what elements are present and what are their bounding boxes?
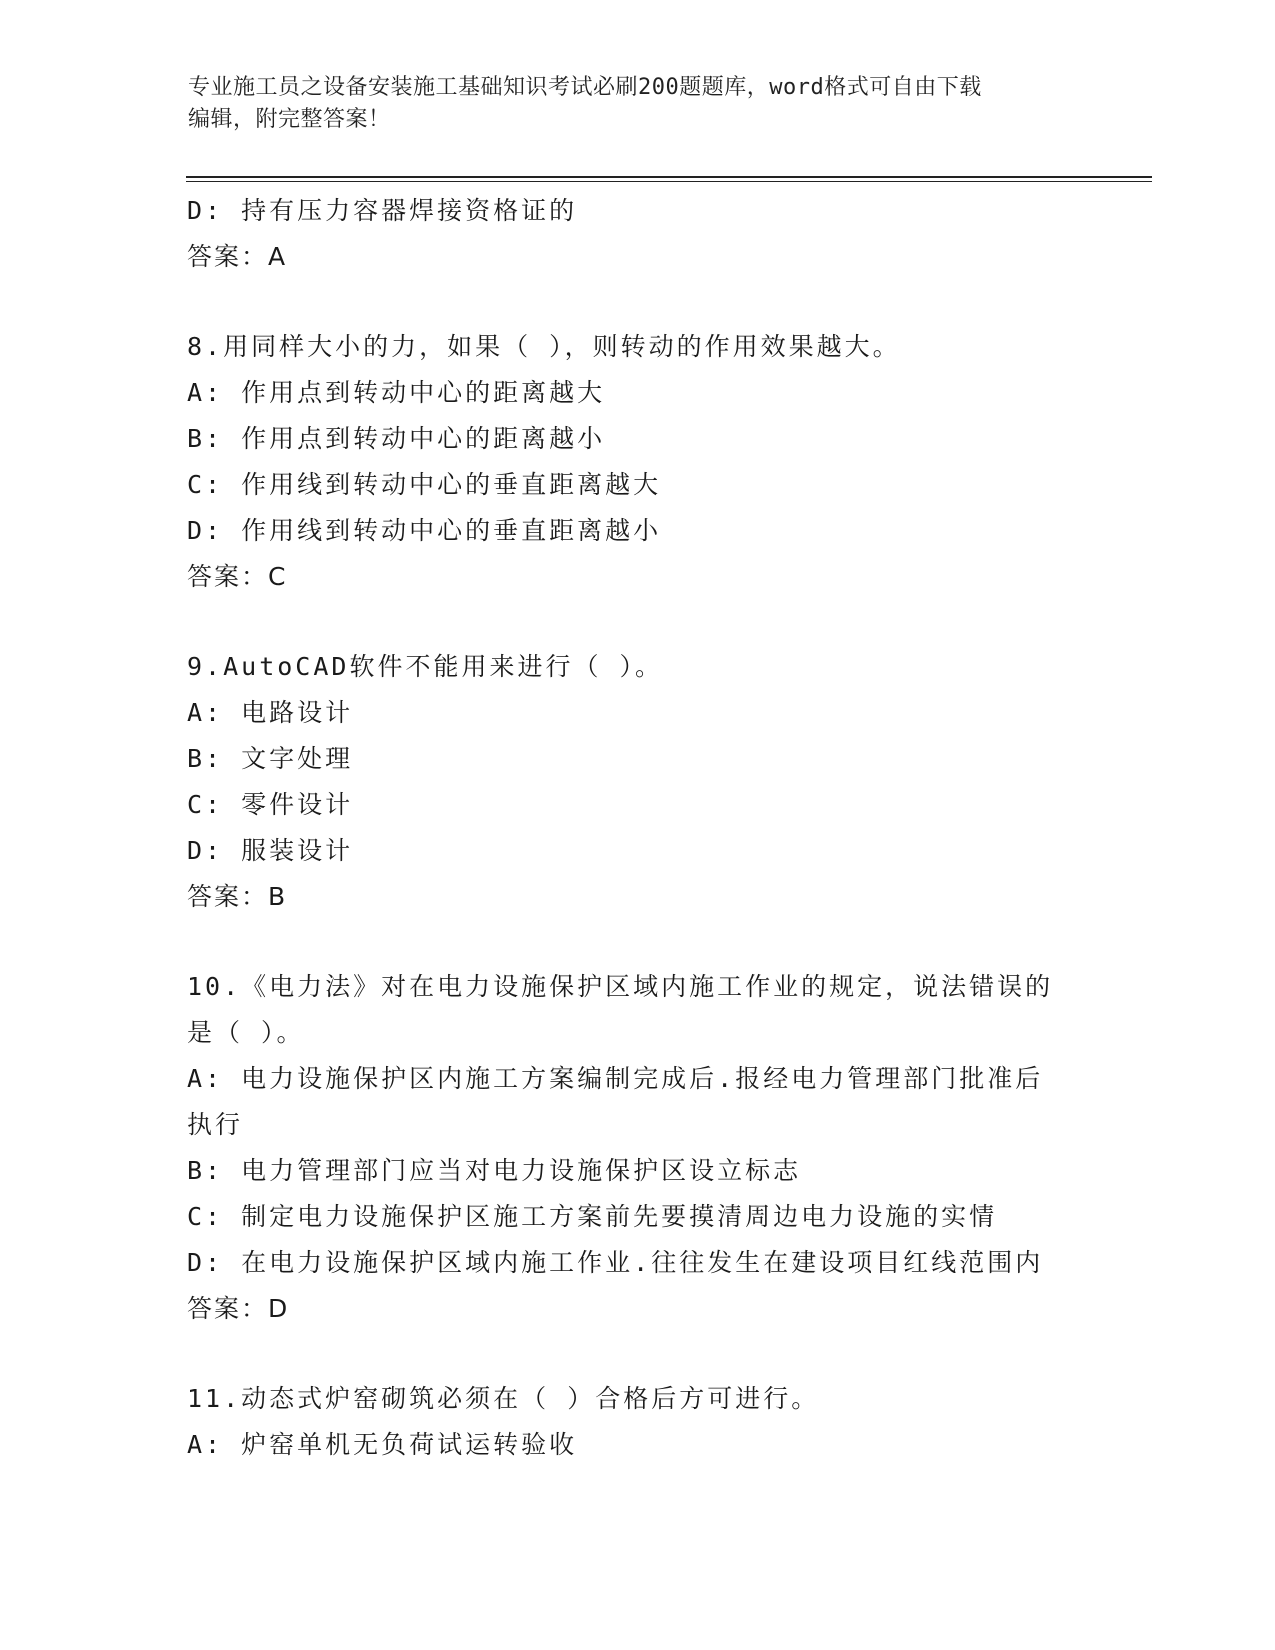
option-d: D: 持有压力容器焊接资格证的 xyxy=(187,196,578,225)
answer-line: 答案：A xyxy=(187,242,288,271)
option-b: B: 电力管理部门应当对电力设施保护区设立标志 xyxy=(187,1156,802,1185)
option-d: D: 作用线到转动中心的垂直距离越小 xyxy=(187,516,662,545)
option-c: C: 作用线到转动中心的垂直距离越大 xyxy=(187,470,662,499)
answer-line: 答案：C xyxy=(187,562,288,591)
question-10 xyxy=(187,964,1087,1332)
option-a: A: 电路设计 xyxy=(187,698,354,727)
header-title-line1: 专业施工员之设备安装施工基础知识考试必刷200题题库，word格式可自由下载 xyxy=(188,75,982,100)
question-stem: 11.动态式炉窑砌筑必须在（ ）合格后方可进行。 xyxy=(187,1384,820,1413)
header-divider xyxy=(186,176,1152,182)
answer-line: 答案：D xyxy=(187,1294,290,1323)
option-a: A: 炉窑单机无负荷试运转验收 xyxy=(187,1430,578,1459)
header-title-line2: 编辑，附完整答案！ xyxy=(188,107,391,132)
option-c: C: 制定电力设施保护区施工方案前先要摸清周边电力设施的实情 xyxy=(187,1202,998,1231)
option-b: B: 文字处理 xyxy=(187,744,354,773)
question-stem: 8.用同样大小的力，如果（ ），则转动的作用效果越大。 xyxy=(187,332,901,361)
question-11 xyxy=(187,1376,1087,1468)
question-9 xyxy=(187,644,1087,920)
question-stem-line1: 10.《电力法》对在电力设施保护区域内施工作业的规定，说法错误的 xyxy=(187,972,1054,1001)
document-header xyxy=(188,72,1088,136)
question-8 xyxy=(187,324,1087,600)
option-a-line1: A: 电力设施保护区内施工方案编制完成后.报经电力管理部门批准后 xyxy=(187,1064,1044,1093)
option-b: B: 作用点到转动中心的距离越小 xyxy=(187,424,606,453)
option-a: A: 作用点到转动中心的距离越大 xyxy=(187,378,606,407)
option-a-line2: 执行 xyxy=(187,1110,244,1139)
option-d: D: 在电力设施保护区域内施工作业.往往发生在建设项目红线范围内 xyxy=(187,1248,1044,1277)
question-stem-line2: 是（ ）。 xyxy=(187,1018,305,1047)
question-7-continued xyxy=(187,188,1087,280)
option-c: C: 零件设计 xyxy=(187,790,354,819)
question-list xyxy=(187,188,1087,1468)
answer-line: 答案：B xyxy=(187,882,288,911)
question-stem: 9.AutoCAD软件不能用来进行（ ）。 xyxy=(187,652,664,681)
option-d: D: 服装设计 xyxy=(187,836,354,865)
